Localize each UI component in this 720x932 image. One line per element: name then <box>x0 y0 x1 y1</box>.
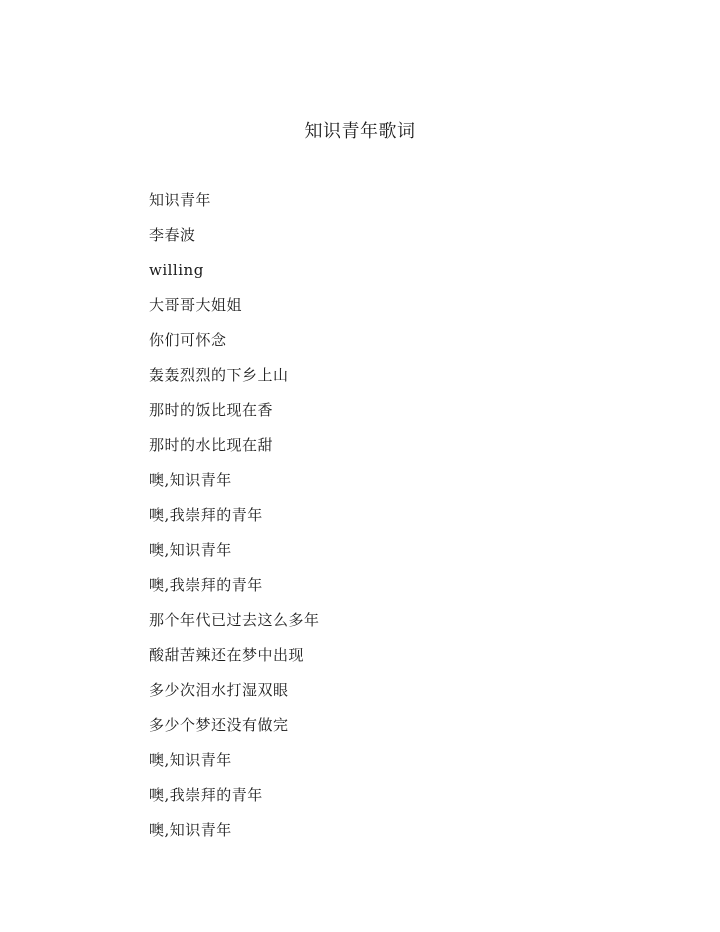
page-title: 知识青年歌词 <box>304 121 416 142</box>
lyric-line: 酸甜苦辣还在梦中出现 <box>149 646 305 664</box>
lyric-line: 那个年代已过去这么多年 <box>149 611 320 629</box>
lyric-line: 知识青年 <box>149 191 212 209</box>
lyric-line: 轰轰烈烈的下乡上山 <box>149 366 289 384</box>
lyric-line: 噢,知识青年 <box>149 751 232 769</box>
lyric-line: 李春波 <box>149 226 196 244</box>
lyric-line: 那时的水比现在甜 <box>149 436 274 454</box>
lyric-line: 你们可怀念 <box>149 331 227 349</box>
lyrics-list <box>149 188 320 853</box>
lyric-line: 噢,知识青年 <box>149 821 232 839</box>
lyric-line: 大哥哥大姐姐 <box>149 296 243 314</box>
lyric-line: 噢,我崇拜的青年 <box>149 786 263 804</box>
lyric-line: 噢,我崇拜的青年 <box>149 506 263 524</box>
lyric-line: 噢,知识青年 <box>149 541 232 559</box>
lyric-line: willing <box>149 261 204 279</box>
lyric-line: 噢,知识青年 <box>149 471 232 489</box>
lyric-line: 那时的饭比现在香 <box>149 401 274 419</box>
lyric-line: 多少个梦还没有做完 <box>149 716 289 734</box>
lyric-line: 噢,我崇拜的青年 <box>149 576 263 594</box>
lyric-line: 多少次泪水打湿双眼 <box>149 681 289 699</box>
